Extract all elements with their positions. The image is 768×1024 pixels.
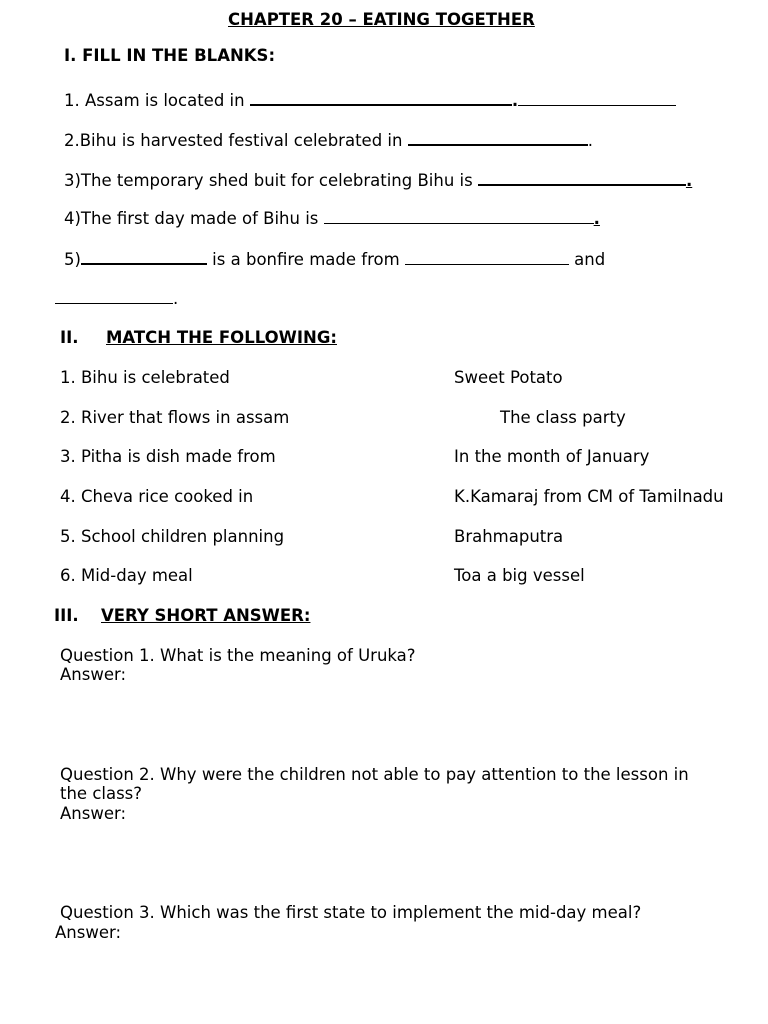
short-answer-question-1: Question 1. What is the meaning of Uruka? (60, 646, 416, 665)
fill-blank-question-2 (64, 130, 593, 151)
question-text: 4)The first day made of Bihu is (64, 209, 324, 228)
match-right-item: K.Kamaraj from CM of Tamilnadu (454, 487, 724, 506)
fill-blank-question-5-continued (55, 289, 178, 309)
short-answer-question-2: Question 2. Why were the children not able to pay attention to the lesson in (60, 765, 689, 784)
period: . (173, 289, 179, 308)
match-left-item: 3. Pitha is dish made from (60, 447, 276, 466)
match-left-item: 4. Cheva rice cooked in (60, 487, 254, 506)
answer-blank[interactable] (478, 170, 686, 186)
conjunction: and (568, 250, 606, 269)
match-left-item: 1. Bihu is celebrated (60, 368, 230, 387)
question-number: 5) (64, 250, 81, 269)
answer-blank-3[interactable] (55, 289, 173, 304)
fill-blank-question-4 (64, 209, 600, 229)
short-answer-question-2-continued: the class? (60, 784, 143, 803)
fill-blank-question-3 (64, 170, 692, 191)
short-answer-question-3: Question 3. Which was the first state to implement the mid-day meal? (60, 903, 642, 922)
answer-label: Answer: (60, 804, 127, 823)
period: . (685, 171, 693, 190)
answer-blank[interactable] (250, 90, 512, 106)
question-text: is a bonfire made from (206, 250, 405, 269)
match-left-item: 5. School children planning (60, 527, 285, 546)
answer-blank-extension[interactable] (518, 91, 676, 106)
section-match-heading: MATCH THE FOLLOWING: (106, 328, 337, 347)
question-text: Assam is located in (85, 91, 250, 110)
question-number: 1. (64, 91, 80, 110)
section-match-number: II. (60, 328, 79, 347)
question-text: 2.Bihu is harvested festival celebrated in (64, 131, 408, 150)
period: . (593, 209, 600, 228)
answer-blank[interactable] (408, 130, 588, 146)
section-short-answer-heading: VERY SHORT ANSWER: (101, 606, 311, 625)
match-right-item: In the month of January (454, 447, 650, 466)
match-left-item: 2. River that flows in assam (60, 408, 290, 427)
period: . (511, 91, 519, 110)
page-title: CHAPTER 20 – EATING TOGETHER (228, 10, 535, 29)
answer-label: Answer: (60, 665, 127, 684)
match-right-item: Brahmaputra (454, 527, 564, 546)
match-left-item: 6. Mid-day meal (60, 566, 193, 585)
match-right-item: The class party (500, 408, 626, 427)
answer-label: Answer: (55, 923, 122, 942)
period: . (587, 131, 593, 150)
match-right-item: Toa a big vessel (454, 566, 585, 585)
section-fill-blanks-heading: I. FILL IN THE BLANKS: (64, 46, 276, 65)
answer-blank-1[interactable] (81, 249, 207, 265)
answer-blank[interactable] (324, 209, 594, 224)
match-right-item: Sweet Potato (454, 368, 563, 387)
fill-blank-question-5 (64, 249, 605, 270)
fill-blank-question-1 (64, 90, 676, 111)
answer-blank-2[interactable] (405, 250, 569, 265)
question-text: 3)The temporary shed buit for celebrating Bihu is (64, 171, 478, 190)
section-short-answer-number: III. (54, 606, 79, 625)
